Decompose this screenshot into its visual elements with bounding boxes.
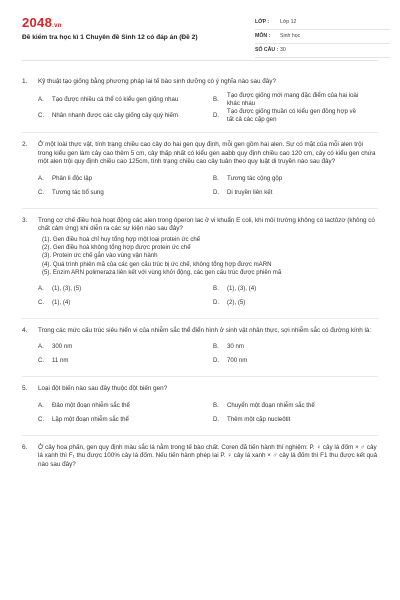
statement-item: (4). Quá trình phiên mã của các gen cấu trúc bị ức chế, không tổng hợp được mARN — [42, 260, 272, 268]
option-c[interactable] — [38, 296, 203, 310]
answer-options — [38, 92, 378, 125]
question-number: 3. — [22, 216, 28, 224]
info-row-subject — [255, 30, 390, 44]
answer-options — [38, 399, 378, 427]
info-key: LỚP : — [255, 18, 270, 25]
statement-item: (1). Gen điều hoà chỉ huy tổng hợp một loại protein ức chế — [42, 235, 201, 243]
option-a[interactable] — [38, 340, 203, 354]
question-2 — [22, 141, 378, 209]
header-divider — [22, 60, 378, 61]
question-1 — [22, 78, 378, 133]
option-text: Tạo được nhiều cá thể có kiểu gen giống nhau — [52, 95, 179, 103]
question-6 — [22, 444, 378, 470]
option-text: Lặp một đoạn nhiễm sắc thể — [52, 415, 129, 423]
option-b[interactable] — [213, 340, 378, 354]
question-text: Loại đột biến nào sau đây thuộc đột biến gen? — [38, 385, 168, 393]
question-text: Ở cây hoa phấn, gen quy định màu sắc lá nằm trong tế bào chất. Coren đã tiến hành thí nghiệm: P. ♀ cây lá đốm × ♂ cây lá xanh thì F₁ thu được 100% cây lá đốm. Nếu tiến hành phép lai P. ♀ cây lá xanh × ♂ cây lá đốm thì F1 thu được kết quả nào sau đây? — [38, 443, 378, 468]
question-divider — [22, 376, 378, 377]
question-divider — [22, 318, 378, 319]
option-letter: C. — [38, 415, 45, 423]
exam-info — [255, 16, 390, 58]
option-letter: C. — [38, 112, 45, 120]
option-b[interactable] — [213, 282, 378, 296]
logo-text: 2048 — [22, 15, 53, 30]
info-row-count — [255, 44, 390, 58]
option-c[interactable] — [38, 108, 203, 124]
option-text: 30 nm — [227, 343, 244, 351]
exam-title: Đề kiểm tra học kì 1 Chuyên đề Sinh 12 có đáp án (Đề 2) — [22, 34, 198, 41]
question-divider — [22, 132, 378, 133]
option-text: Chuyển một đoạn nhiễm sắc thể — [227, 401, 315, 409]
question-number: 5. — [22, 385, 28, 393]
option-d[interactable] — [213, 186, 378, 200]
option-text: 300 nm — [52, 343, 73, 351]
option-text: Tương tác bổ sung — [52, 188, 104, 196]
question-number: 4. — [22, 326, 28, 334]
question-text: Kỹ thuật tạo giống bằng phương pháp lai tế bào sinh dưỡng có ý nghĩa nào sau đây? — [38, 78, 276, 85]
option-letter: D. — [213, 188, 220, 196]
info-value: Sinh học — [280, 32, 301, 39]
site-logo[interactable] — [22, 14, 62, 32]
option-b[interactable] — [213, 92, 378, 108]
option-text: Tạo được giống thuần có kiểu gen đồng hợp về tất cả các cặp gen — [227, 107, 356, 124]
option-b[interactable] — [213, 172, 378, 186]
option-a[interactable] — [38, 92, 203, 108]
option-text: Tạo được giống mới mang đặc điểm của hai loài khác nhau — [227, 91, 359, 107]
option-letter: D. — [213, 357, 220, 365]
question-number: 1. — [22, 78, 28, 85]
option-letter: A. — [38, 174, 44, 182]
option-a[interactable] — [38, 172, 203, 186]
info-value: Lớp 12 — [280, 18, 297, 25]
question-number: 6. — [22, 443, 28, 451]
question-text: Trong các mức cấu trúc siêu hiển vi của nhiễm sắc thể điển hình ở sinh vật nhân thực, sợi nhiễm sắc có đường kính là: — [38, 326, 372, 334]
question-number: 2. — [22, 141, 28, 149]
option-letter: D. — [213, 415, 220, 423]
option-d[interactable] — [213, 108, 378, 124]
question-divider — [22, 208, 378, 209]
info-row-class — [255, 16, 390, 30]
header — [22, 12, 378, 52]
option-text: (1), (3), (5) — [52, 284, 82, 292]
option-text: Nhân nhanh được các cây giống cây quý hiếm — [52, 112, 178, 120]
option-text: 11 nm — [52, 357, 69, 365]
option-letter: C. — [38, 298, 45, 306]
statement-item: (5). Enzim ARN polimeraza liên kết với vùng khởi động, các gen cấu trúc được phiên mã — [42, 268, 282, 276]
option-letter: A. — [38, 95, 44, 103]
info-value: 30 — [280, 46, 286, 53]
option-letter: D. — [213, 112, 220, 120]
question-4 — [22, 327, 378, 378]
option-letter: B. — [213, 95, 219, 103]
question-list — [22, 78, 378, 469]
info-key: SỐ CÂU : — [255, 46, 279, 53]
option-letter: B. — [213, 284, 219, 292]
option-text: Thêm một cặp nucleôtit — [227, 415, 291, 423]
option-letter: D. — [213, 298, 220, 306]
statement-list — [38, 236, 378, 277]
option-c[interactable] — [38, 413, 203, 427]
option-text: (2), (5) — [227, 298, 246, 306]
option-letter: A. — [38, 401, 44, 409]
option-letter: B. — [213, 174, 219, 182]
option-letter: C. — [38, 188, 45, 196]
option-a[interactable] — [38, 399, 203, 413]
option-d[interactable] — [213, 413, 378, 427]
answer-options — [38, 282, 378, 310]
statement-item: (3). Protein ức chế gắn vào vùng vận hành — [42, 252, 158, 260]
statement-item: (2). Gen điều hoà không tổng hợp được protein ức chế — [42, 244, 191, 252]
option-letter: A. — [38, 343, 44, 351]
option-c[interactable] — [38, 354, 203, 368]
info-key: MÔN : — [255, 32, 271, 39]
option-text: Phân li độc lập — [52, 174, 92, 182]
option-text: 700 nm — [227, 357, 248, 365]
answer-options — [38, 172, 378, 200]
option-c[interactable] — [38, 186, 203, 200]
option-b[interactable] — [213, 399, 378, 413]
option-d[interactable] — [213, 296, 378, 310]
option-text: Tương tác cộng gộp — [227, 174, 283, 182]
option-letter: A. — [38, 284, 44, 292]
option-d[interactable] — [213, 354, 378, 368]
question-3 — [22, 217, 378, 319]
answer-options — [38, 340, 378, 368]
option-letter: B. — [213, 401, 219, 409]
question-text: Trong cơ chế điều hoà hoạt động các alen trong ôperon lac ở vi khuẩn E coli, khi môi trường không có lactôzơ (không có chất cảm ứng) khi diễn ra các sự kiện nào sau đây? — [38, 216, 375, 233]
option-text: (1), (4) — [52, 298, 71, 306]
option-text: (1), (3), (4) — [227, 284, 257, 292]
option-letter: C. — [38, 357, 45, 365]
option-text: Di truyền liên kết — [227, 188, 273, 196]
option-letter: B. — [213, 343, 219, 351]
question-divider — [22, 435, 378, 436]
question-text: Ở một loài thực vật, tính trạng chiều cao cây do hai gen quy định, mỗi gen gồm hai alen. Sự có mặt của mỗi alen trội trong kiểu gen làm cây cao thêm 5 cm, cây thấp nhất có kiểu gen aabb quy định chiều cao 120 cm, cây có kiểu gen chứa một alen trội quy định chiều cao 125cm, tính trạng chiều cao cây tuân theo quy luật di truyền nào sau đây? — [38, 141, 376, 166]
logo-suffix: .vn — [52, 23, 62, 29]
option-a[interactable] — [38, 282, 203, 296]
question-5 — [22, 385, 378, 436]
option-text: Đảo một đoạn nhiễm sắc thể — [52, 401, 130, 409]
